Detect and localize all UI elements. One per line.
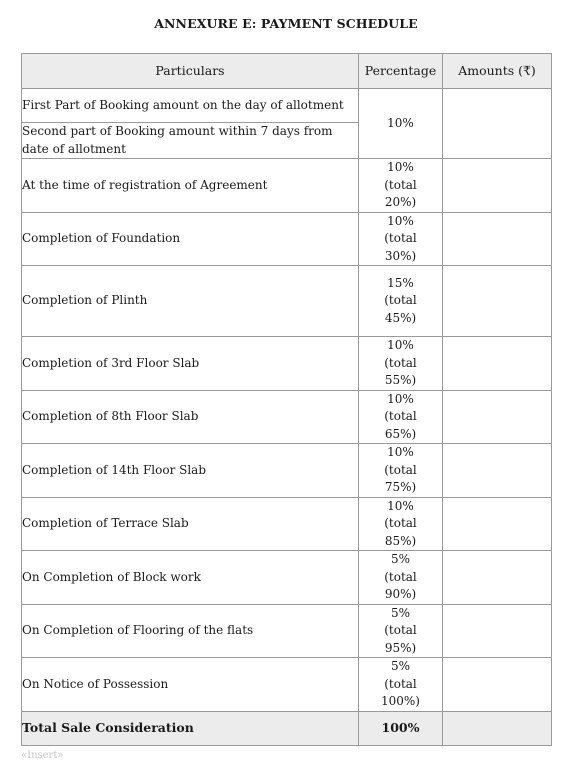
- total-particular: Total Sale Consideration: [22, 711, 359, 745]
- page-title: ANNEXURE E: PAYMENT SCHEDULE: [154, 16, 418, 31]
- table-row: [22, 497, 552, 551]
- row-percentage: 5% (total 90%): [359, 551, 443, 605]
- row-particular: On Completion of Block work: [22, 551, 359, 605]
- row-amount: [443, 604, 552, 658]
- row-percentage: 10% (total 20%): [359, 159, 443, 213]
- row-amount: [443, 212, 552, 266]
- row-percentage: 10%: [359, 89, 443, 159]
- row-percentage: 15% (total 45%): [359, 266, 443, 337]
- total-amount: [443, 711, 552, 745]
- row-particular: Completion of 8th Floor Slab: [22, 390, 359, 444]
- table-row: [22, 159, 552, 213]
- row-amount: [443, 159, 552, 213]
- row-particular: On Completion of Flooring of the flats: [22, 604, 359, 658]
- row-amount: [443, 444, 552, 498]
- payment-schedule-table: [21, 53, 552, 746]
- insert-placeholder: «Insert»: [21, 750, 64, 761]
- row-particular: Completion of Foundation: [22, 212, 359, 266]
- row-amount: [443, 390, 552, 444]
- total-percentage: 100%: [359, 711, 443, 745]
- row-amount: [443, 551, 552, 605]
- table-row: [22, 212, 552, 266]
- row-percentage: 10% (total 65%): [359, 390, 443, 444]
- row-particular: On Notice of Possession: [22, 658, 359, 712]
- total-row: [22, 711, 552, 745]
- header-amounts: Amounts (₹): [443, 54, 552, 89]
- row-percentage: 5% (total 100%): [359, 658, 443, 712]
- table-row: [22, 444, 552, 498]
- table-row: [22, 89, 552, 123]
- row-particular: Completion of 3rd Floor Slab: [22, 337, 359, 391]
- row-particular: Completion of Terrace Slab: [22, 497, 359, 551]
- table-header-row: [22, 54, 552, 89]
- table-row: [22, 266, 552, 337]
- row-amount: [443, 337, 552, 391]
- row-particular: Completion of Plinth: [22, 266, 359, 337]
- header-particulars: Particulars: [22, 54, 359, 89]
- row-percentage: 10% (total 85%): [359, 497, 443, 551]
- table-row: [22, 658, 552, 712]
- row-amount: [443, 497, 552, 551]
- table-row: [22, 604, 552, 658]
- row-percentage: 10% (total 75%): [359, 444, 443, 498]
- row-percentage: 5% (total 95%): [359, 604, 443, 658]
- row-amount: [443, 658, 552, 712]
- table-row: [22, 551, 552, 605]
- row-percentage: 10% (total 55%): [359, 337, 443, 391]
- row-percentage: 10% (total 30%): [359, 212, 443, 266]
- row-amount: [443, 89, 552, 159]
- table-row: [22, 390, 552, 444]
- table-row: [22, 337, 552, 391]
- row-particular: At the time of registration of Agreement: [22, 159, 359, 213]
- row-particular: First Part of Booking amount on the day of allotment: [22, 89, 359, 123]
- header-percentage: Percentage: [359, 54, 443, 89]
- row-amount: [443, 266, 552, 337]
- row-particular: Second part of Booking amount within 7 days from date of allotment: [22, 123, 359, 159]
- row-particular: Completion of 14th Floor Slab: [22, 444, 359, 498]
